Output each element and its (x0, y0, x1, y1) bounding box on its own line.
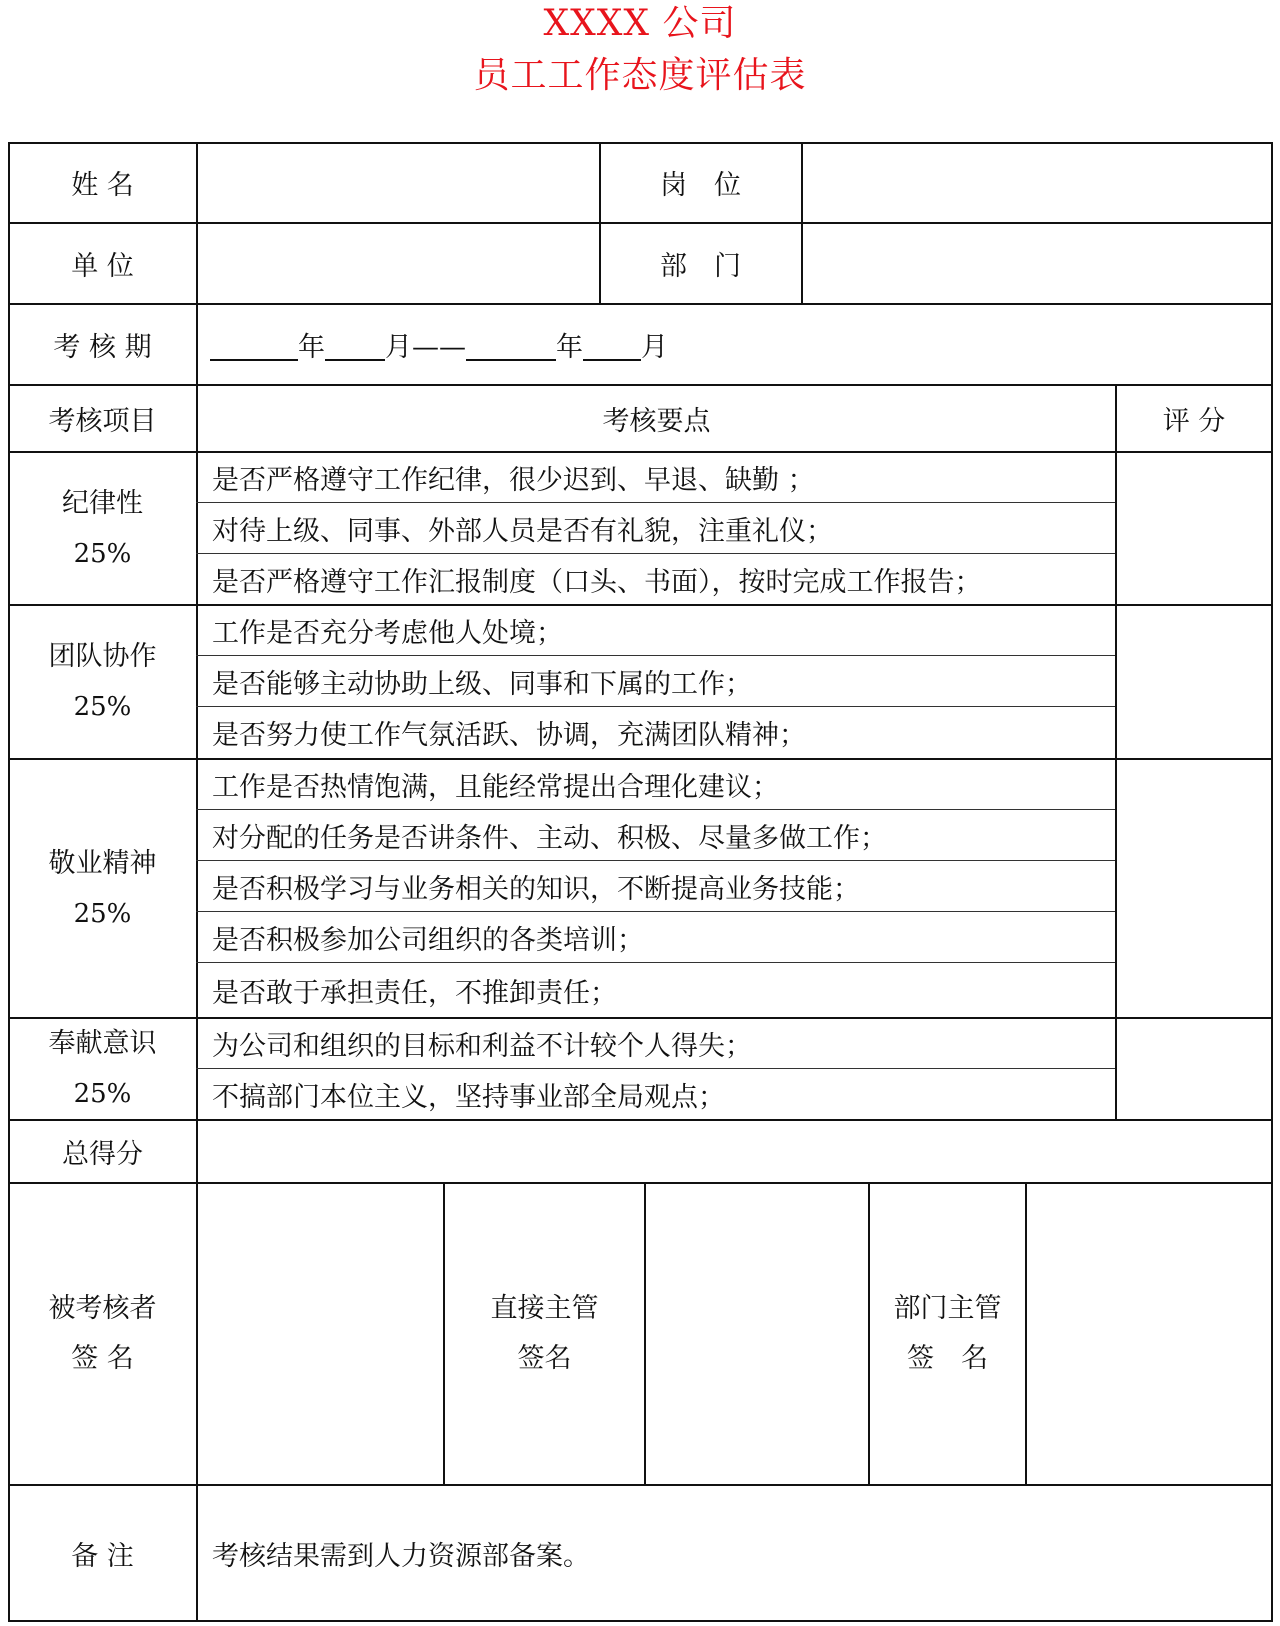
score-field-devotion[interactable] (1117, 1019, 1271, 1119)
supervisor-signature-field[interactable] (646, 1184, 868, 1484)
point-item: 对分配的任务是否讲条件、主动、积极、尽量多做工作； (212, 822, 887, 854)
score-field-dedication[interactable] (1117, 760, 1271, 1017)
category-weight: 25% (73, 692, 132, 722)
category-dedication (9, 760, 196, 1017)
point-item: 是否严格遵守工作汇报制度（口头、书面），按时完成工作报告； (212, 566, 982, 598)
period-month1-unit: 月—— (385, 332, 466, 363)
point-item: 工作是否充分考虑他人处境； (212, 618, 563, 649)
category-name: 纪律性 (62, 487, 143, 519)
assessee-signature-field[interactable] (198, 1184, 443, 1484)
name-field[interactable] (198, 143, 599, 222)
total-label: 总得分 (62, 1139, 143, 1170)
header-item: 考核项目 (48, 406, 157, 437)
remark-label: 备 注 (71, 1540, 134, 1572)
period-month2-blank[interactable] (583, 329, 641, 361)
category-discipline (9, 453, 196, 604)
period-label: 考 核 期 (53, 332, 152, 363)
dept-label: 部 门 (660, 251, 741, 282)
assessee-line2: 签 名 (71, 1343, 134, 1374)
category-weight: 25% (73, 1079, 132, 1109)
position-field[interactable] (803, 143, 1271, 222)
form-title: 员工工作态度评估表 (473, 55, 807, 96)
period-year2-unit: 年 (556, 332, 583, 363)
assessee-line1: 被考核者 (48, 1293, 157, 1324)
period-year1-blank[interactable] (210, 329, 298, 361)
period-month2-unit: 月 (641, 332, 668, 363)
dept-field[interactable] (803, 224, 1271, 303)
dept-head-line2: 签 名 (907, 1343, 988, 1374)
header-points: 考核要点 (602, 406, 711, 437)
point-item: 是否能够主动协助上级、同事和下属的工作； (212, 668, 752, 700)
point-item: 为公司和组织的目标和利益不计较个人得失； (212, 1031, 752, 1062)
category-name: 敬业精神 (48, 847, 157, 879)
period-field[interactable] (210, 305, 1110, 384)
point-item: 是否积极学习与业务相关的知识，不断提高业务技能； (212, 873, 860, 905)
point-item: 是否努力使工作气氛活跃、协调，充满团队精神； (212, 720, 806, 751)
category-name: 奉献意识 (48, 1028, 157, 1059)
remark-text: 考核结果需到人力资源部备案。 (212, 1540, 590, 1572)
period-year2-blank[interactable] (466, 329, 556, 361)
category-devotion (9, 1019, 196, 1119)
point-item: 工作是否热情饱满，且能经常提出合理化建议； (212, 772, 779, 803)
point-item: 是否积极参加公司组织的各类培训； (212, 924, 644, 956)
supervisor-signature-label (445, 1184, 644, 1484)
company-title: XXXX 公司 (543, 3, 737, 44)
assessee-signature-label (9, 1184, 196, 1484)
point-item: 是否严格遵守工作纪律，很少迟到、早退、缺勤 ； (212, 465, 815, 496)
name-label: 姓 名 (71, 170, 134, 201)
category-weight: 25% (73, 538, 132, 569)
category-teamwork (9, 606, 196, 758)
point-item: 不搞部门本位主义，坚持事业部全局观点； (212, 1081, 725, 1113)
supervisor-line1: 直接主管 (490, 1293, 599, 1324)
supervisor-line2: 签名 (517, 1343, 572, 1374)
category-name: 团队协作 (48, 641, 157, 672)
point-item: 是否敢于承担责任，不推卸责任； (212, 977, 617, 1009)
score-field-discipline[interactable] (1117, 453, 1271, 604)
unit-label: 单 位 (71, 251, 134, 282)
score-field-teamwork[interactable] (1117, 606, 1271, 758)
header-score: 评 分 (1162, 406, 1226, 437)
position-label: 岗 位 (660, 170, 741, 201)
category-weight: 25% (73, 898, 132, 929)
period-month1-blank[interactable] (325, 329, 385, 361)
dept-head-signature-field[interactable] (1027, 1184, 1271, 1484)
total-field[interactable] (198, 1121, 1271, 1182)
period-year1-unit: 年 (298, 332, 325, 363)
point-item: 对待上级、同事、外部人员是否有礼貌，注重礼仪； (212, 515, 833, 547)
dept-head-line1: 部门主管 (893, 1293, 1002, 1324)
unit-field[interactable] (198, 224, 599, 303)
dept-head-signature-label (870, 1184, 1025, 1484)
